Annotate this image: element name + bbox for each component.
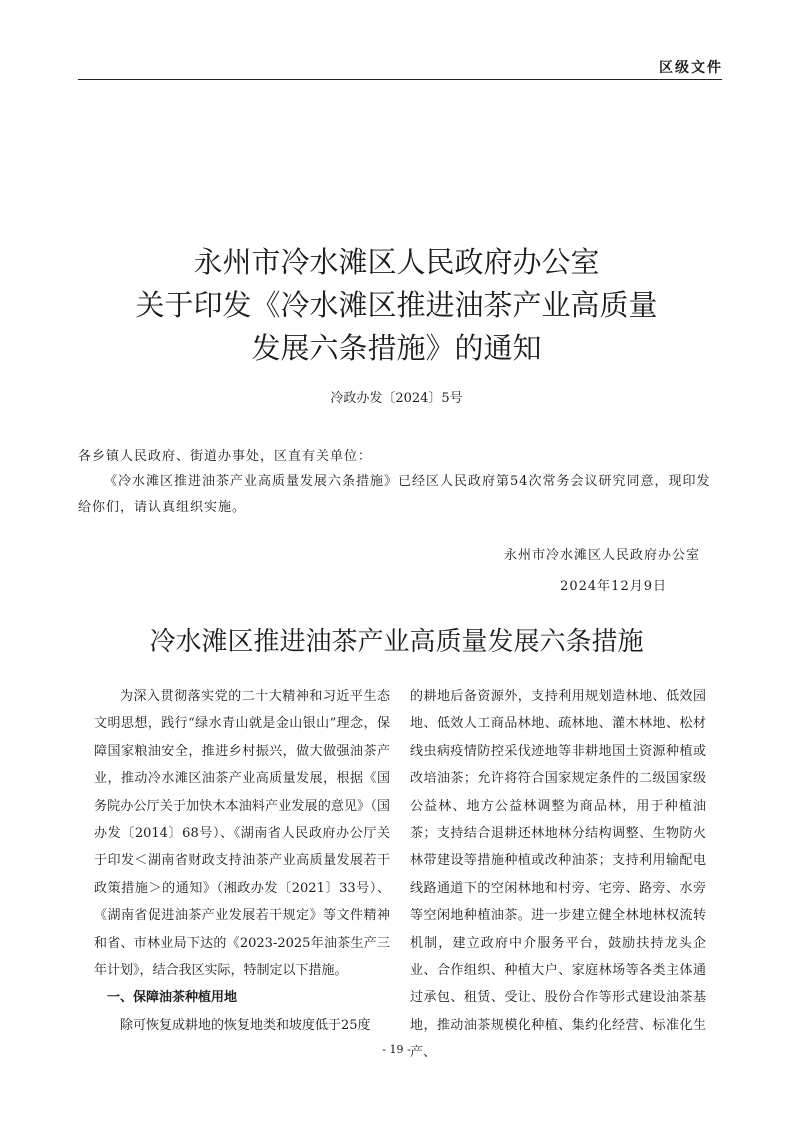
section-1-text-start: 除可恢复成耕地的恢复地类和坡度低于25度 <box>120 1017 371 1033</box>
measures-title: 冷水滩区推进油茶产业高质量发展六条措施 <box>149 627 644 657</box>
addressee: 各乡镇人民政府、街道办事处，区直有关单位： <box>78 449 373 464</box>
notice-title-line-1: 永州市冷水滩区人民政府办公室 <box>193 245 600 280</box>
notice-title-line-3: 发展六条措施》的通知 <box>251 331 542 366</box>
section-1-heading: 一、保障油茶种植用地 <box>107 990 238 1006</box>
section-tag: 区级文件 <box>659 60 723 76</box>
header-rule <box>78 79 722 80</box>
section-1-text-continued: 的耕地后备资源外，支持利用规划造林地、低效园地、低效人工商品林地、疏林地、灌木林地、松材线虫病疫情防控采伐迹地等非耕地国土资源种植或改培油茶；允许将符合国家规定条件的二级国家级公益林、地方公益林调整为商品林，用于种植油茶；支持结合退耕还林地林分结构调整、生物防火林带建设等措施种植或改种油茶；支持利用输配电线路通道下的空闲林地和村旁、宅旁、路旁、水旁等空闲地种植油茶。进一步建立健全林地林权流转机制，建立政府中介服务平台，鼓励扶持龙头企业、合作组织、种植大户、家庭林场等各类主体通过承包、租赁、受让、股份合作等形式建设油茶基地，推动油茶规模化种植、集约化经营、标准化生产、 <box>410 689 706 1061</box>
issuer-signature: 永州市冷水滩区人民政府办公室 <box>503 548 700 563</box>
page-number: - 19 - <box>382 1043 411 1056</box>
right-column <box>410 683 706 1067</box>
notice-body: 《冷水滩区推进油茶产业高质量发展六条措施》已经区人民政府第54次常务会议研究同意，现印发给你们，请认真组织实施。 <box>78 474 711 515</box>
left-column <box>94 683 390 1039</box>
intro-paragraph: 为深入贯彻落实党的二十大精神和习近平生态文明思想，践行“绿水青山就是金山银山”理念，保障国家粮油安全，推进乡村振兴，做大做强油茶产业，推动冷水滩区油茶产业高质量发展，根据《国务院办公厅关于加快木本油料产业发展的意见》（国办发〔2014〕68号）、《湖南省人民政府办公厅关于印发＜湖南省财政支持油茶产业高质量发展若干政策措施＞的通知》（湘政办发〔2021〕33号）、《湖南省促进油茶产业发展若干规定》等文件精神和省、市林业局下达的《2023-2025年油茶生产三年计划》，结合我区实际，特制定以下措施。 <box>94 689 390 979</box>
notice-title-line-2: 关于印发《冷水滩区推进油茶产业高质量 <box>135 288 658 323</box>
notice-title <box>0 241 793 370</box>
document-number: 冷政办发〔2024〕5号 <box>330 391 463 406</box>
issue-date: 2024年12月9日 <box>560 579 667 594</box>
